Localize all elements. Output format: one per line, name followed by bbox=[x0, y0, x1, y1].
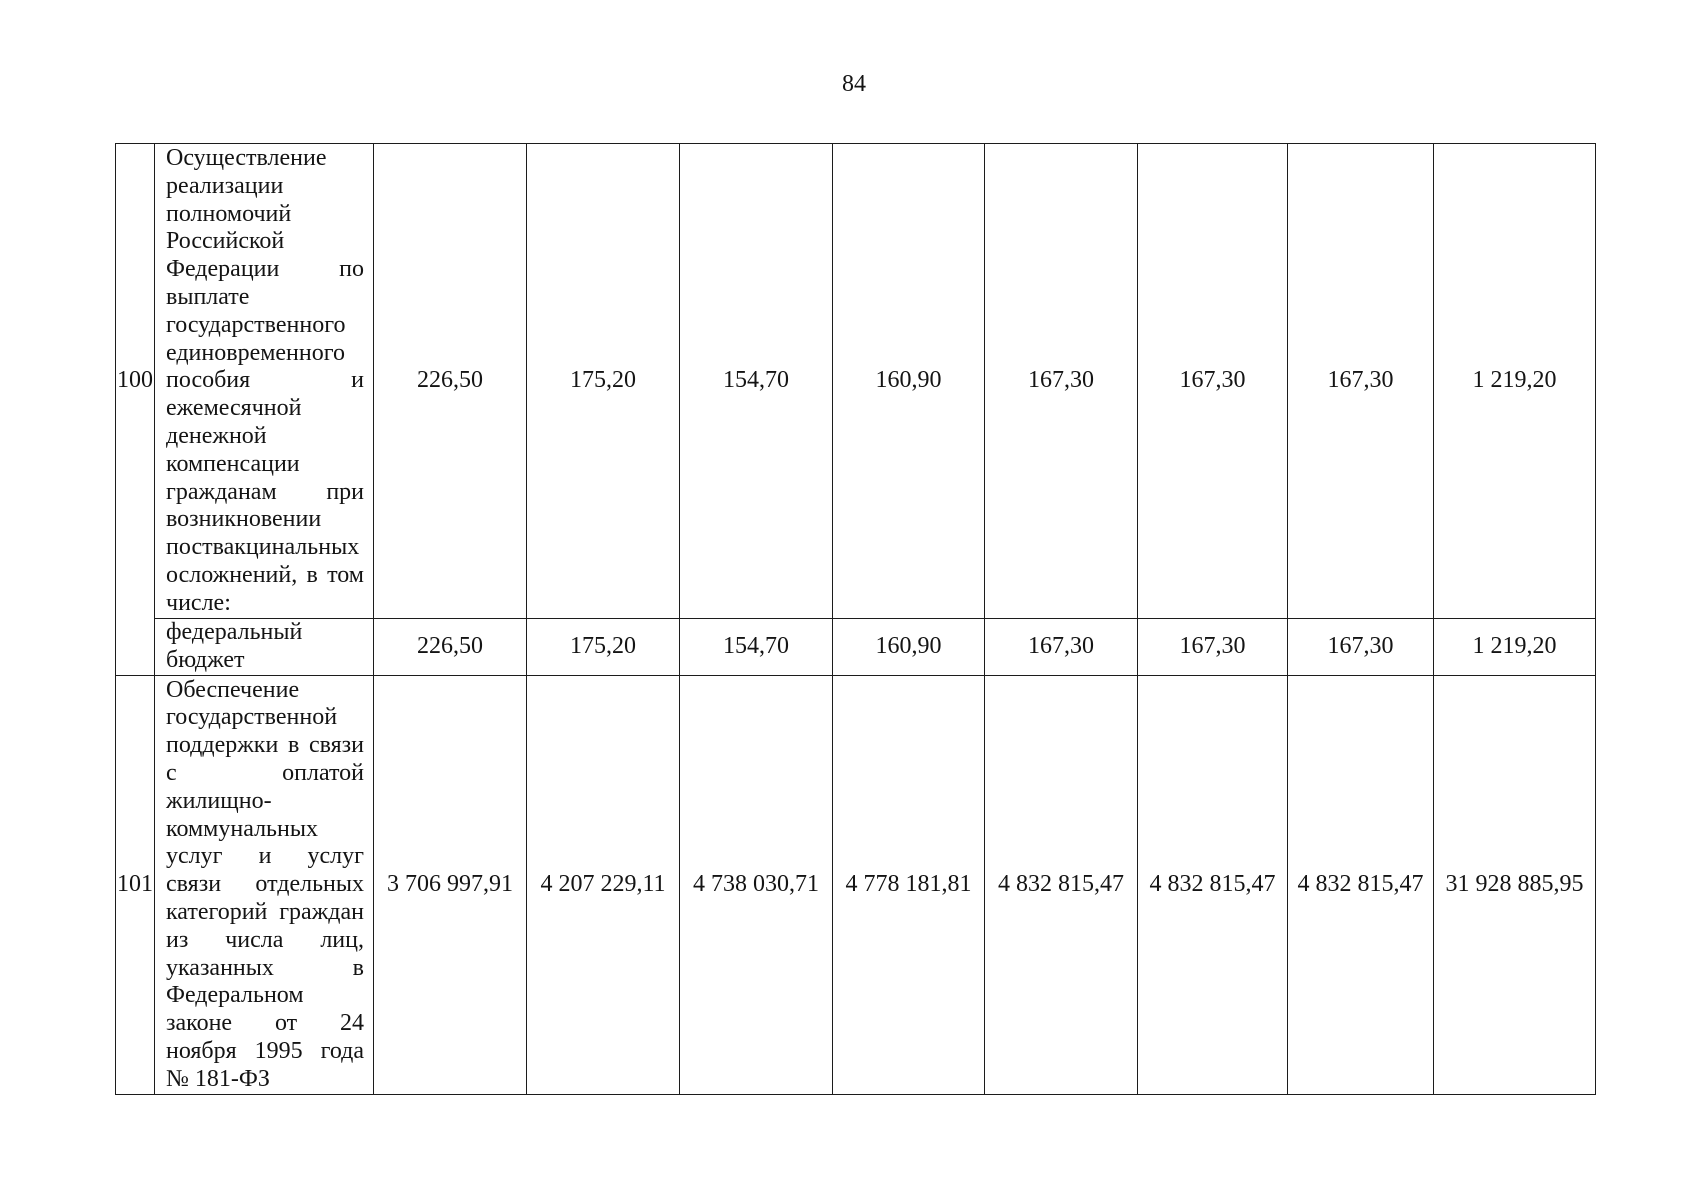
value-cell: 4 832 815,47 bbox=[1138, 675, 1288, 1094]
row-name-cell: федеральный бюджет bbox=[155, 618, 374, 675]
total-value-cell: 31 928 885,95 bbox=[1434, 675, 1596, 1094]
value-cell: 154,70 bbox=[680, 144, 833, 619]
page-number: 84 bbox=[842, 71, 866, 97]
row-number-cell-empty bbox=[116, 618, 155, 675]
value-cell: 226,50 bbox=[374, 144, 527, 619]
row-number-cell: 101 bbox=[116, 675, 155, 1094]
row-name-cell: Осуществление реализации полномочий Российской Федерации по выплате государственного единовременного пособия и ежемесячной денежной компенсации гражданам при возникновении поствакцинальных осложнений, в том числе: bbox=[155, 144, 374, 619]
value-cell: 167,30 bbox=[985, 144, 1138, 619]
value-cell: 4 832 815,47 bbox=[985, 675, 1138, 1094]
value-cell: 3 706 997,91 bbox=[374, 675, 527, 1094]
table-row-federal-budget bbox=[116, 618, 1596, 675]
value-cell: 226,50 bbox=[374, 618, 527, 675]
value-cell: 167,30 bbox=[1138, 144, 1288, 619]
value-cell: 160,90 bbox=[833, 144, 985, 619]
value-cell: 4 778 181,81 bbox=[833, 675, 985, 1094]
value-cell: 167,30 bbox=[1288, 618, 1434, 675]
value-cell: 4 738 030,71 bbox=[680, 675, 833, 1094]
value-cell: 4 832 815,47 bbox=[1288, 675, 1434, 1094]
value-cell: 154,70 bbox=[680, 618, 833, 675]
value-cell: 175,20 bbox=[527, 144, 680, 619]
row-name-cell: Обеспечение государственной поддержки в связи с оплатой жилищно-коммунальных услуг и услуг связи отдельных категорий граждан из числа лиц, указанных в Федеральном законе от 24 ноября 1995 года № 181-ФЗ bbox=[155, 675, 374, 1094]
value-cell: 4 207 229,11 bbox=[527, 675, 680, 1094]
value-cell: 167,30 bbox=[1138, 618, 1288, 675]
table-row-100 bbox=[116, 144, 1596, 619]
table-row-101 bbox=[116, 675, 1596, 1094]
value-cell: 160,90 bbox=[833, 618, 985, 675]
budget-table bbox=[115, 143, 1596, 1095]
total-value-cell: 1 219,20 bbox=[1434, 144, 1596, 619]
row-number-cell: 100 bbox=[116, 144, 155, 619]
value-cell: 175,20 bbox=[527, 618, 680, 675]
total-value-cell: 1 219,20 bbox=[1434, 618, 1596, 675]
value-cell: 167,30 bbox=[985, 618, 1138, 675]
value-cell: 167,30 bbox=[1288, 144, 1434, 619]
